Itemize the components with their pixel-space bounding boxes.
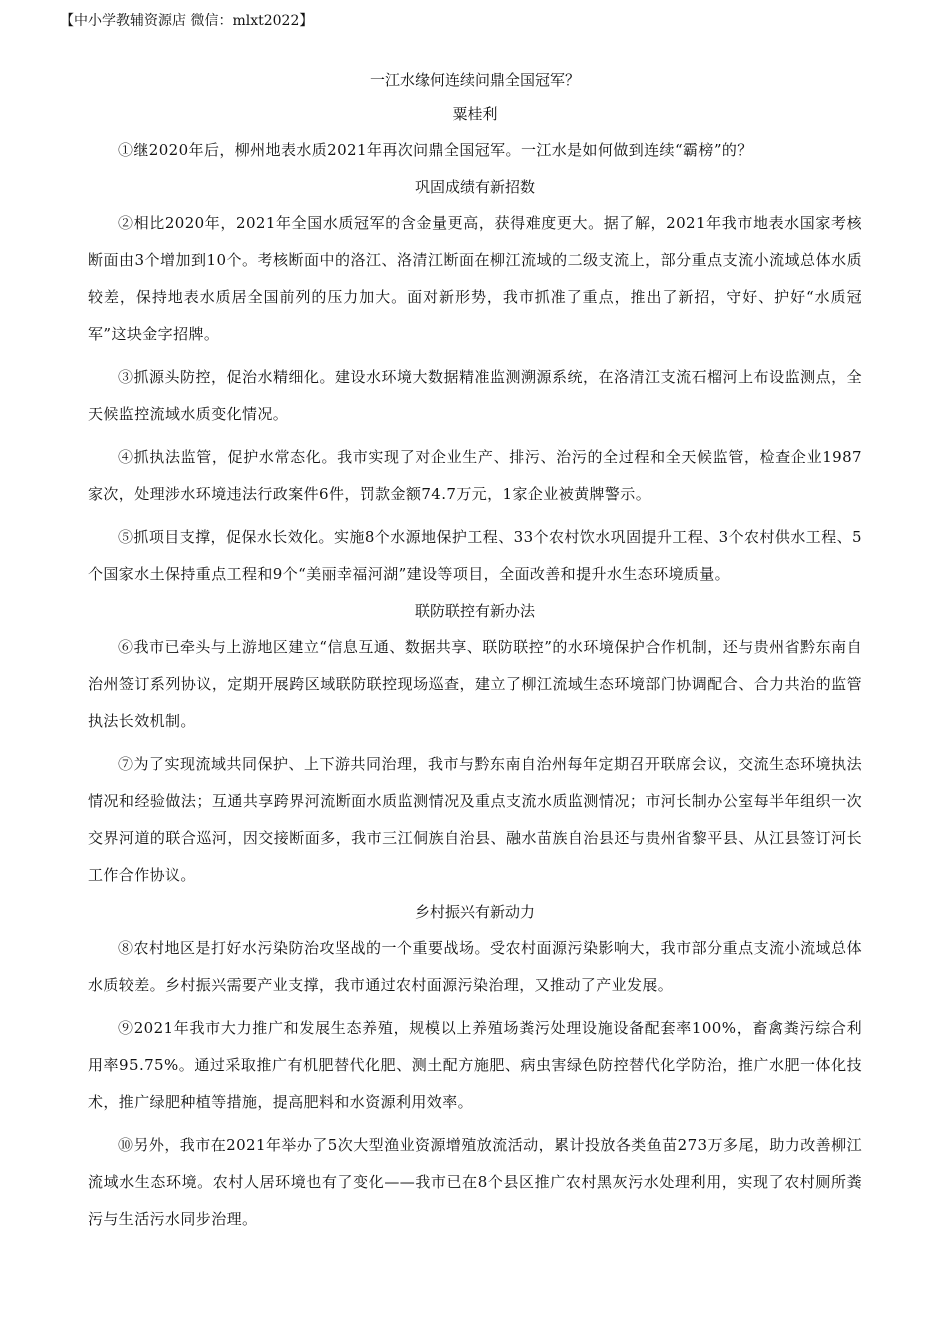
section-heading-2: 联防联控有新办法 bbox=[414, 602, 535, 620]
paragraph-5: ⑤抓项目支撑，促保水长效化。实施8个水源地保护工程、33个农村饮水巩固提升工程、3个农村供水工程、5个国家水土保持重点工程和9个“美丽幸福河湖”建设等项目，全面改善和提升水生态环境质量。 bbox=[88, 528, 862, 583]
article-author: 粟桂利 bbox=[452, 105, 498, 123]
article bbox=[88, 70, 862, 1244]
paragraph-4: ④抓执法监管，促护水常态化。我市实现了对企业生产、排污、治污的全过程和全天候监管，检查企业1987家次，处理涉水环境违法行政案件6件，罚款金额74.7万元，1家企业被黄牌警示。 bbox=[88, 448, 862, 503]
paragraph-8: ⑧农村地区是打好水污染防治攻坚战的一个重要战场。受农村面源污染影响大，我市部分重点支流小流域总体水质较差。乡村振兴需要产业支撑，我市通过农村面源污染治理，又推动了产业发展。 bbox=[88, 939, 862, 994]
paragraph-6: ⑥我市已牵头与上游地区建立“信息互通、数据共享、联防联控”的水环境保护合作机制，还与贵州省黔东南自治州签订系列协议，定期开展跨区域联防联控现场巡查，建立了柳江流域生态环境部门协调配合、合力共治的监管执法长效机制。 bbox=[88, 638, 862, 730]
paragraph-9: ⑨2021年我市大力推广和发展生态养殖，规模以上养殖场粪污处理设施设备配套率100%，畜禽粪污综合利用率95.75%。通过采取推广有机肥替代化肥、测土配方施肥、病虫害绿色防控替代化学防治，推广水肥一体化技术，推广绿肥种植等措施，提高肥料和水资源利用效率。 bbox=[88, 1019, 862, 1111]
paragraph-2: ②相比2020年，2021年全国水质冠军的含金量更高，获得难度更大。据了解，2021年我市地表水国家考核断面由3个增加到10个。考核断面中的洛江、洛清江断面在柳江流域的二级支流上，部分重点支流小流域总体水质较差，保持地表水质居全国前列的压力加大。面对新形势，我市抓准了重点，推出了新招，守好、护好“水质冠军”这块金字招牌。 bbox=[88, 214, 862, 343]
section-heading-3: 乡村振兴有新动力 bbox=[414, 903, 535, 921]
paragraph-3: ③抓源头防控，促治水精细化。建设水环境大数据精准监测溯源系统，在洛清江支流石榴河上布设监测点，全天候监控流域水质变化情况。 bbox=[88, 368, 862, 423]
paragraph-7: ⑦为了实现流域共同保护、上下游共同治理，我市与黔东南自治州每年定期召开联席会议，交流生态环境执法情况和经验做法；互通共享跨界河流断面水质监测情况及重点支流水质监测情况；市河长制办公室每半年组织一次交界河道的联合巡河，因交接断面多，我市三江侗族自治县、融水苗族自治县还与贵州省黎平县、从江县签订河长工作合作协议。 bbox=[88, 755, 862, 884]
section-heading-1: 巩固成绩有新招数 bbox=[414, 178, 535, 196]
article-title: 一江水缘何连续问鼎全国冠军？ bbox=[369, 71, 580, 89]
page-header: 【中小学教辅资源店 微信：mlxt2022】 bbox=[60, 13, 314, 29]
paragraph-1: ①继2020年后，柳州地表水质2021年再次问鼎全国冠军。一江水是如何做到连续“霸榜”的？ bbox=[118, 141, 753, 159]
paragraph-10: ⑩另外，我市在2021年举办了5次大型渔业资源增殖放流活动，累计投放各类鱼苗273万多尾，助力改善柳江流域水生态环境。农村人居环境也有了变化——我市已在8个县区推广农村黑灰污水处理利用，实现了农村厕所粪污与生活污水同步治理。 bbox=[88, 1136, 862, 1228]
